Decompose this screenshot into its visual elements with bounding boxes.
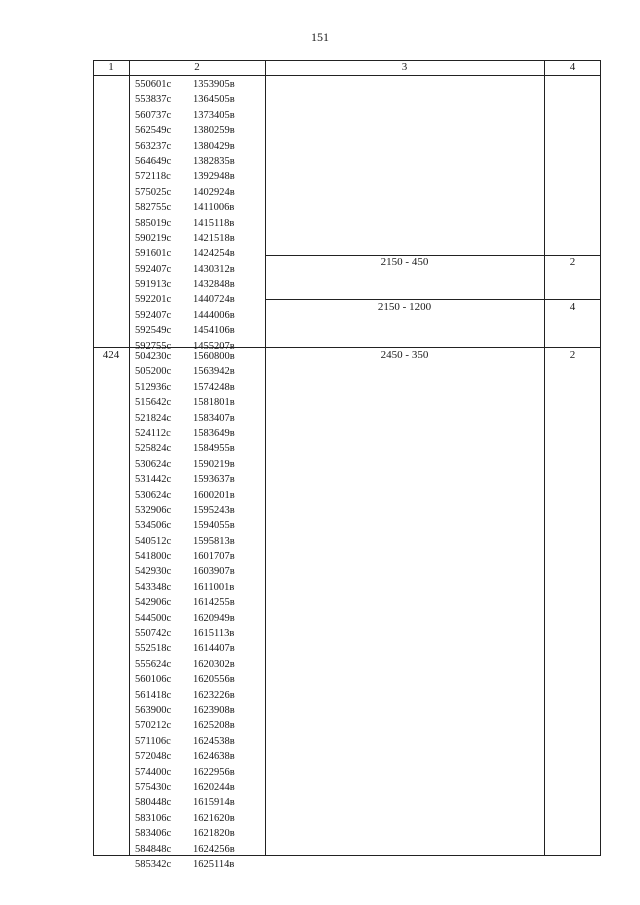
coordinate-v: 1620949в: [193, 612, 235, 624]
table-row: [135, 426, 263, 441]
header-col-2: 2: [194, 61, 200, 73]
block2-range: 2150 - 1200: [377, 301, 432, 313]
coordinate-v: 1614407в: [193, 643, 235, 655]
coordinate-v: 1415118в: [193, 217, 235, 229]
coordinate-c: 592407с: [135, 309, 172, 321]
coordinate-c: 552518с: [135, 643, 172, 655]
table-row: [135, 734, 263, 749]
table-row: [135, 231, 263, 246]
table-row: [135, 857, 263, 872]
table-row: [135, 842, 263, 857]
table-row: [135, 308, 263, 323]
coordinate-v: 1560800в: [193, 351, 235, 362]
header-col-4: 4: [569, 61, 576, 73]
coordinate-c: 543348с: [135, 581, 172, 593]
coordinate-v: 1424254в: [193, 248, 235, 260]
header-col-1: 1: [108, 61, 114, 73]
coordinate-c: 570212с: [135, 720, 172, 732]
coordinate-v: 1623226в: [193, 689, 235, 701]
table-border-right: [600, 60, 601, 856]
coordinate-c: 525824с: [135, 443, 172, 455]
table-row: [135, 795, 263, 810]
coordinate-c: 504230с: [135, 351, 172, 362]
header-divider: [93, 75, 601, 76]
section-b-id: 424: [102, 349, 120, 361]
coordinate-v: 1581801в: [193, 397, 235, 409]
table-row: [135, 503, 263, 518]
coordinate-v: 1373405в: [193, 109, 235, 121]
table-row: [135, 441, 263, 456]
coordinate-c: 580448с: [135, 797, 172, 809]
coordinate-v: 1455207в: [193, 340, 235, 352]
table-row: [135, 277, 263, 292]
coordinate-c: 592755с: [135, 340, 172, 352]
coordinate-v: 1432848в: [193, 279, 235, 291]
table-row: [135, 718, 263, 733]
coordinate-c: 505200с: [135, 366, 172, 378]
table-row: [135, 200, 263, 215]
block2-top-rule: [265, 299, 601, 300]
page-number: 151: [311, 30, 329, 44]
coordinate-c: 591913с: [135, 279, 172, 291]
coordinate-v: 1620302в: [193, 658, 235, 670]
coordinate-v: 1353905в: [193, 79, 235, 90]
coordinate-c: 571106с: [135, 735, 171, 747]
table-row: [135, 580, 263, 595]
coordinate-c: 582755с: [135, 202, 172, 214]
coordinate-c: 591601с: [135, 248, 172, 260]
coordinate-c: 542930с: [135, 566, 172, 578]
coordinate-v: 1600201в: [193, 489, 235, 501]
column-divider-3: [544, 60, 545, 856]
section-b-count: 2: [569, 349, 576, 361]
table-row: [135, 108, 263, 123]
column-divider-1: [129, 60, 130, 856]
block2-count: 4: [569, 301, 576, 313]
coordinate-v: 1382835в: [193, 155, 235, 167]
coordinate-c: 592549с: [135, 325, 172, 337]
coordinate-c: 524112с: [135, 427, 171, 439]
coordinate-c: 562549с: [135, 125, 172, 137]
table-row: [135, 518, 263, 533]
table-row: [135, 703, 263, 718]
coordinate-c: 561418с: [135, 689, 172, 701]
coordinate-v: 1392948в: [193, 171, 235, 183]
coordinate-c: 550601с: [135, 79, 172, 90]
coordinate-v: 1583407в: [193, 412, 235, 424]
coordinate-v: 1625114в: [193, 858, 235, 870]
coordinate-v: 1611001в: [193, 581, 235, 593]
coordinate-v: 1615113в: [193, 628, 235, 640]
coordinate-v: 1574248в: [193, 381, 235, 393]
coordinate-c: 540512с: [135, 535, 172, 547]
table-row: [135, 611, 263, 626]
coordinate-c: 515642с: [135, 397, 172, 409]
table-row: [135, 780, 263, 795]
coordinate-c: 531442с: [135, 474, 172, 486]
coordinate-v: 1594055в: [193, 520, 235, 532]
coordinate-c: 530624с: [135, 458, 172, 470]
coordinate-v: 1625208в: [193, 720, 235, 732]
table-row: [135, 380, 263, 395]
coordinate-c: 550742с: [135, 628, 172, 640]
coordinate-v: 1364505в: [193, 94, 235, 106]
section-b-coordinate-list: [135, 349, 263, 872]
coordinate-v: 1411006в: [193, 202, 235, 214]
coordinate-v: 1402924в: [193, 186, 235, 198]
block1-count: 2: [569, 256, 576, 268]
coordinate-v: 1454106в: [193, 325, 235, 337]
coordinate-c: 563237с: [135, 140, 172, 152]
table-row: [135, 262, 263, 277]
table-row: [135, 534, 263, 549]
table-row: [135, 826, 263, 841]
table-row: [135, 564, 263, 579]
coordinate-v: 1584955в: [193, 443, 235, 455]
table-row: [135, 457, 263, 472]
coordinate-v: 1440724в: [193, 294, 235, 306]
coordinate-v: 1623908в: [193, 704, 235, 716]
table-row: [135, 349, 263, 364]
table-row: [135, 395, 263, 410]
coordinate-c: 583406с: [135, 828, 172, 840]
coordinate-c: 560737с: [135, 109, 172, 121]
coordinate-v: 1590219в: [193, 458, 235, 470]
table-row: [135, 688, 263, 703]
table-row: [135, 292, 263, 307]
coordinate-v: 1622956в: [193, 766, 235, 778]
table-row: [135, 626, 263, 641]
coordinate-v: 1595813в: [193, 535, 235, 547]
coordinate-v: 1444006в: [193, 309, 235, 321]
section-b-range: 2450 - 350: [380, 349, 429, 361]
coordinate-c: 575430с: [135, 781, 172, 793]
table-row: [135, 765, 263, 780]
coordinate-v: 1601707в: [193, 551, 235, 563]
coordinate-c: 542906с: [135, 597, 172, 609]
coordinate-v: 1614255в: [193, 597, 235, 609]
coordinate-c: 575025с: [135, 186, 172, 198]
table-row: [135, 92, 263, 107]
table-row: [135, 185, 263, 200]
header-col-3: 3: [401, 61, 408, 73]
coordinate-v: 1620556в: [193, 674, 235, 686]
table-row: [135, 77, 263, 92]
coordinate-c: 574400с: [135, 766, 172, 778]
table-row: [135, 641, 263, 656]
coordinate-c: 553837с: [135, 94, 172, 106]
table-row: [135, 216, 263, 231]
table-row: [135, 411, 263, 426]
coordinate-c: 555624с: [135, 658, 172, 670]
coordinate-c: 592201с: [135, 294, 172, 306]
table-row: [135, 672, 263, 687]
section-a-coordinate-list: [135, 77, 263, 354]
table-row: [135, 811, 263, 826]
coordinate-v: 1380429в: [193, 140, 235, 152]
coordinate-v: 1380259в: [193, 125, 235, 137]
coordinate-v: 1595243в: [193, 504, 235, 516]
coordinate-c: 541800с: [135, 551, 172, 563]
table-row: [135, 154, 263, 169]
coordinate-v: 1624256в: [193, 843, 235, 855]
coordinate-v: 1603907в: [193, 566, 235, 578]
coordinate-c: 584848с: [135, 843, 172, 855]
coordinate-v: 1620244в: [193, 781, 235, 793]
coordinate-c: 521824с: [135, 412, 172, 424]
table-row: [135, 595, 263, 610]
coordinate-v: 1624538в: [193, 735, 235, 747]
table-row: [135, 123, 263, 138]
coordinate-c: 544500с: [135, 612, 172, 624]
coordinate-v: 1593637в: [193, 474, 235, 486]
table-row: [135, 169, 263, 184]
coordinate-c: 572048с: [135, 751, 172, 763]
coordinate-c: 560106с: [135, 674, 172, 686]
coordinate-c: 563900с: [135, 704, 172, 716]
table-row: [135, 246, 263, 261]
column-divider-2: [265, 60, 266, 856]
coordinate-c: 592407с: [135, 263, 172, 275]
table-row: [135, 657, 263, 672]
block1-range: 2150 - 450: [380, 256, 429, 268]
coordinate-c: 530624с: [135, 489, 172, 501]
coordinate-c: 585019с: [135, 217, 172, 229]
table-row: [135, 364, 263, 379]
table-row: [135, 549, 263, 564]
coordinate-c: 534506с: [135, 520, 172, 532]
coordinate-v: 1621820в: [193, 828, 235, 840]
coordinate-v: 1583649в: [193, 427, 235, 439]
coordinate-c: 583106с: [135, 812, 172, 824]
coordinates-table: [93, 60, 601, 870]
coordinate-c: 564649с: [135, 155, 172, 167]
coordinate-c: 532906с: [135, 504, 172, 516]
table-row: [135, 472, 263, 487]
table-row: [135, 749, 263, 764]
table-row: [135, 488, 263, 503]
coordinate-v: 1624638в: [193, 751, 235, 763]
table-row: [135, 139, 263, 154]
coordinate-v: 1563942в: [193, 366, 235, 378]
coordinate-c: 512936с: [135, 381, 172, 393]
table-row: [135, 323, 263, 338]
coordinate-c: 585342с: [135, 858, 172, 870]
coordinate-v: 1421518в: [193, 232, 235, 244]
table-border-left: [93, 60, 94, 856]
coordinate-c: 572118с: [135, 171, 171, 183]
coordinate-c: 590219с: [135, 232, 172, 244]
coordinate-v: 1621620в: [193, 812, 235, 824]
coordinate-v: 1430312в: [193, 263, 235, 275]
coordinate-v: 1615914в: [193, 797, 235, 809]
